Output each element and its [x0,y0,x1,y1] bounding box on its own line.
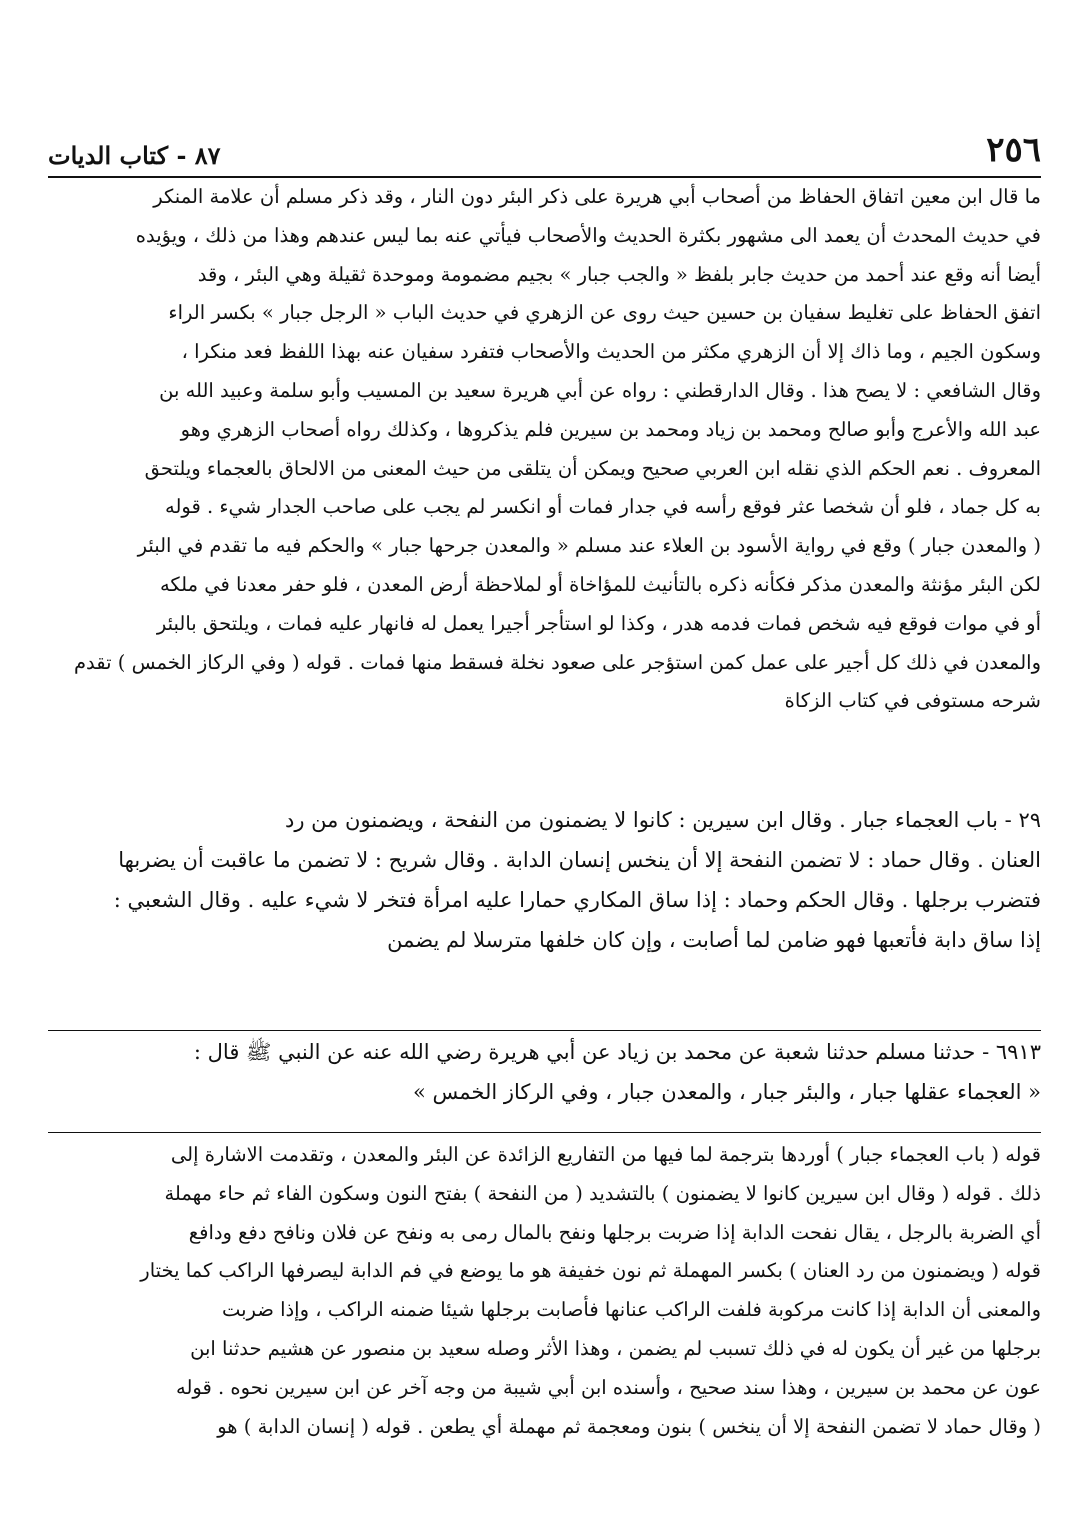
text-line: وسكون الجيم ، وما ذاك إلا أن الزهري مكثر من الحديث والأصحاب فتفرد سفيان عنه بهذا اللفظ فعد منكرا ، [181,340,1041,364]
text-line: ذلك . قوله ( وقال ابن سيرين كانوا لا يضمنون ) بالتشديد ( من النفحة ) بفتح النون وسكون الفاء ثم حاء مهملة [164,1181,1041,1205]
text-line: برجلها من غير أن يكون له في ذلك تسبب لم يضمن ، وهذا الأثر وصله سعيد بن منصور عن هشيم حدثنا ابن [190,1336,1041,1360]
text-line: ( وقال حماد لا تضمن النفحة إلا أن ينخس ) بنون ومعجمة ثم مهملة أي يطعن . قوله ( إنسان الدابة ) هو [217,1414,1041,1438]
chapter-line: فتضرب برجلها . وقال الحكم وحماد : إذا ساق المكاري حمارا عليه امرأة فتخر لا شيء عليه . وقال الشعبي : [113,888,1041,912]
hadith-line: ٦٩١٣ - حدثنا مسلم حدثنا شعبة عن محمد بن زياد عن أبي هريرة رضي الله عنه عن النبي ﷺ قال : [193,1040,1041,1064]
chapter-line: ٢٩ - باب العجماء جبار . وقال ابن سيرين : كانوا لا يضمنون من النفحة ، ويضمنون من رد [284,808,1041,832]
text-line: أي الضربة بالرجل ، يقال نفحت الدابة إذا ضربت برجلها ونفح بالمال رمى به ونفح عن فلان ونافح دفع ودافع [188,1220,1041,1244]
text-line: أيضا أنه وقع عند أحمد من حديث جابر بلفظ « والجب جبار » بجيم مضمومة وموحدة ثقيلة وهي البئر ، وقد [197,262,1041,286]
commentary-section-top [48,178,1041,721]
text-line: عون عن محمد بن سيرين ، وهذا سند صحيح ، وأسنده ابن أبي شيبة من وجه آخر عن ابن سيرين نحوه . قوله [176,1375,1041,1399]
divider [48,1030,1041,1031]
text-line: عبد الله والأعرج وأبو صالح ومحمد بن زياد ومحمد بن سيرين فلم يذكروها ، وكذلك رواه أصحاب الزهري وهو [180,417,1041,441]
hadith-text [48,1032,1041,1112]
chapter-line: إذا ساق دابة فأتعبها فهو ضامن لما أصابت ، وإن كان خلفها مترسلا لم يضمن [387,928,1041,952]
text-line: اتفق الحفاظ على تغليط سفيان بن حسين حيث روى عن الزهري في حديث الباب « الرجل جبار » بكسر الراء [168,301,1041,325]
text-line: لكن البئر مؤنثة والمعدن مذكر فكأنه ذكره بالتأنيث للمؤاخاة أو لملاحظة أرض المعدن ، فلو حفر معدنا في ملكه [159,572,1041,596]
text-line: قوله ( باب العجماء جبار ) أوردها بترجمة لما فيها من التفاريع الزائدة عن البئر والمعدن ، وتقدمت الاشارة إلى [170,1143,1041,1166]
text-line: والمعنى أن الدابة إذا كانت مركوبة فلفت الراكب عنانها فأصابت برجلها شيئا ضمنه الراكب ، وإذا ضربت [221,1298,1041,1322]
text-line: به كل جماد ، فلو أن شخصا عثر فوقع رأسه في جدار فمات أو انكسر لم يجب على صاحب الجدار شيء . قوله [164,495,1041,519]
text-line: ( والمعدن جبار ) وقع في رواية الأسود بن العلاء عند مسلم « والمعدن جرحها جبار » والحكم فيه ما تقدم في البئر [137,534,1041,558]
text-line: في حديث المحدث أن يعمد الى مشهور بكثرة الحديث والأصحاب فيأتي عنه بما ليس عندهم وهذا من ذلك ، ويؤيده [135,223,1041,247]
text-line: والمعدن في ذلك كل أجير على عمل كمن استؤجر على صعود نخلة فسقط منها فمات . قوله ( وفي الركاز الخمس ) تقدم [73,650,1041,674]
chapter-heading [48,800,1041,960]
page-header [48,128,1041,178]
commentary-section-bottom [48,1136,1041,1446]
chapter-line: العنان . وقال حماد : لا تضمن النفحة إلا أن ينخس إنسان الدابة . وقال شريح : لا تضمن ما عاقبت أن يضربها [118,848,1041,872]
page-number: ٢٥٦ [986,130,1041,170]
running-title: ٨٧ - كتاب الديات [48,141,221,170]
text-line: شرحه مستوفى في كتاب الزكاة [784,689,1041,713]
text-line: المعروف . نعم الحكم الذي نقله ابن العربي صحيح ويمكن أن يتلقى من حيث المعنى من الالحاق بالعجماء ويلتحق [144,456,1041,480]
text-line: قوله ( ويضمنون من رد العنان ) بكسر المهملة ثم نون خفيفة هو ما يوضع في فم الدابة ليصرفها الراكب كما يختار [140,1259,1041,1283]
text-line: ما قال ابن معين اتفاق الحفاظ من أصحاب أبي هريرة على ذكر البئر دون النار ، وقد ذكر مسلم أن علامة المنكر [153,185,1041,208]
hadith-line: « العجماء عقلها جبار ، والبئر جبار ، والمعدن جبار ، وفي الركاز الخمس » [412,1080,1041,1104]
text-line: أو في موات فوقع فيه شخص فمات فدمه هدر ، وكذا لو استأجر أجيرا يعمل له فانهار عليه فمات ، ويلتحق بالبئر [156,611,1041,635]
text-line: وقال الشافعي : لا يصح هذا . وقال الدارقطني : رواه عن أبي هريرة سعيد بن المسيب وأبو سلمة وعبيد الله بن [159,378,1041,402]
divider [48,1132,1041,1133]
